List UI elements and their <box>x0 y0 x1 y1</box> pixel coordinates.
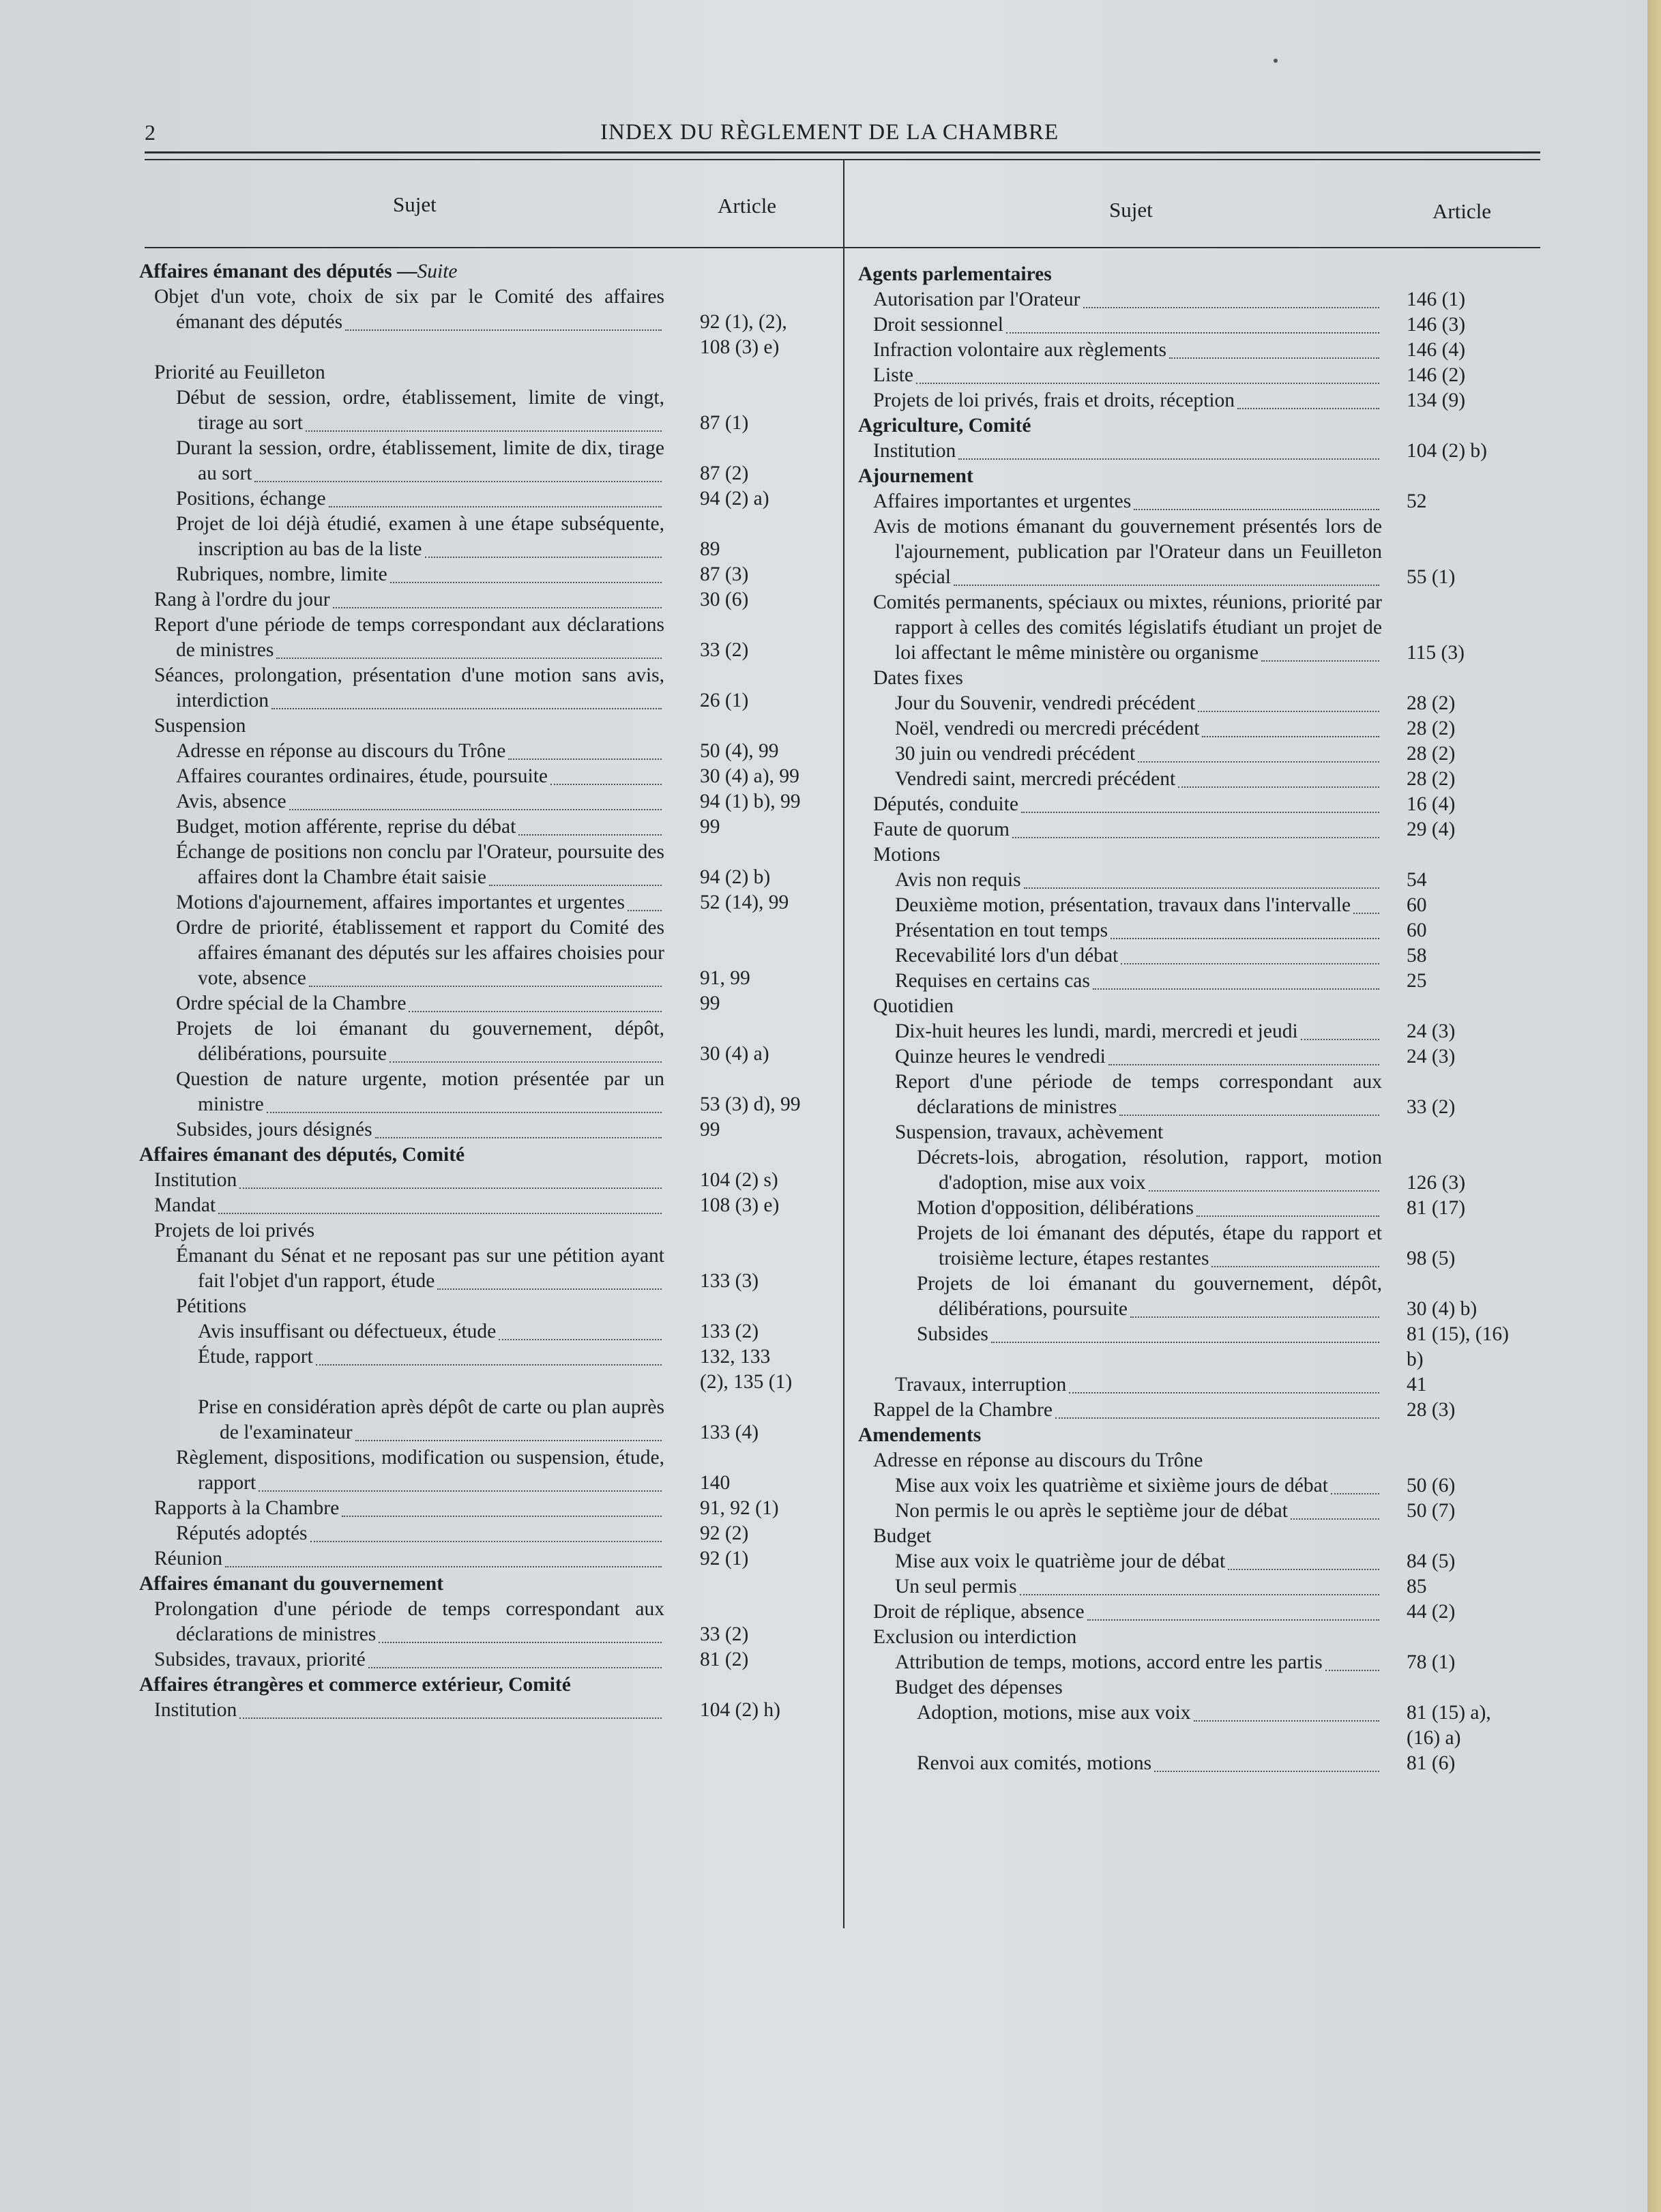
article-reference: 33 (2) <box>700 1623 749 1645</box>
entry-text: Avis, absence <box>176 791 286 812</box>
article-reference: 94 (2) b) <box>700 866 771 888</box>
article-reference: 29 (4) <box>1407 819 1456 840</box>
entry-text: Faute de quorum <box>873 819 1010 840</box>
entry-text: Agents parlementaires <box>858 263 1052 285</box>
article-reference: 33 (2) <box>1407 1096 1456 1118</box>
entry-text: Décrets-lois, abrogation, résolution, rapport, motion d'adoption, mise aux voix <box>917 1147 1382 1194</box>
entry-text: Priorité au Feuilleton <box>154 362 325 383</box>
right-article-heading: Article <box>1432 199 1492 223</box>
dot-leader <box>289 809 662 810</box>
entry-text: Réunion <box>154 1548 222 1569</box>
article-reference: 133 (4) <box>700 1421 759 1443</box>
entry-text: Amendements <box>858 1424 982 1446</box>
entry-text: Institution <box>154 1169 237 1191</box>
left-columnhead-rule <box>145 247 843 248</box>
entry-text: Projets de loi privés, frais et droits, réception <box>873 389 1235 411</box>
dot-leader <box>425 557 662 558</box>
dot-leader <box>276 658 662 659</box>
article-reference: 53 (3) d), 99 <box>700 1093 801 1115</box>
dot-leader <box>1069 1392 1379 1393</box>
entry-text: Projets de loi émanant du gouvernement, dépôt, délibérations, poursuite <box>176 1018 664 1065</box>
dot-leader <box>1093 988 1379 990</box>
article-reference: 44 (2) <box>1407 1601 1456 1623</box>
article-reference: 26 (1) <box>700 690 749 711</box>
entry-text: Règlement, dispositions, modification ou suspension, étude, rapport <box>176 1447 664 1494</box>
entry-text: Motion d'opposition, délibérations <box>917 1197 1194 1219</box>
entry-text: Adresse en réponse au discours du Trône <box>873 1449 1203 1471</box>
dot-leader <box>239 1717 662 1719</box>
left-article-heading: Article <box>718 194 777 218</box>
entry-text: Noël, vendredi ou mercredi précédent <box>895 718 1200 739</box>
entry-text: Subsides <box>917 1323 988 1345</box>
dot-leader <box>1291 1518 1379 1520</box>
entry-text: Adresse en réponse au discours du Trône <box>176 740 506 762</box>
left-index-column <box>139 259 828 1923</box>
article-reference: 28 (2) <box>1407 692 1456 714</box>
article-reference: 87 (3) <box>700 563 749 585</box>
dot-leader <box>916 383 1379 384</box>
entry-text: Affaires émanant des députés, Comité <box>139 1144 465 1166</box>
entry-text: Positions, échange <box>176 488 326 510</box>
article-reference: 50 (4), 99 <box>700 740 779 762</box>
article-reference: 84 (5) <box>1407 1550 1456 1572</box>
page-edge <box>1647 0 1661 2212</box>
article-reference: 30 (6) <box>700 589 749 610</box>
entry-text: Objet d'un vote, choix de six par le Comité des affaires émanant des députés <box>154 286 664 333</box>
entry-text: Durant la session, ordre, établissement, limite de dix, tirage au sort <box>176 437 664 484</box>
dot-leader <box>259 1490 662 1492</box>
article-reference: 104 (2) b) <box>1407 440 1487 462</box>
article-reference: 126 (3) <box>1407 1172 1466 1194</box>
dot-leader <box>437 1288 662 1290</box>
dot-leader <box>389 1061 662 1063</box>
dot-leader <box>409 1011 662 1012</box>
article-reference: 30 (4) a) <box>700 1043 769 1065</box>
article-reference: 28 (2) <box>1407 718 1456 739</box>
dot-leader <box>518 834 662 836</box>
article-reference: 78 (1) <box>1407 1651 1456 1673</box>
entry-text: Affaires étrangères et commerce extérieur, Comité <box>139 1674 571 1696</box>
entry-text: Projets de loi émanant du gouvernement, dépôt, délibérations, poursuite <box>917 1273 1382 1320</box>
dot-leader <box>254 481 662 482</box>
entry-text: Agriculture, Comité <box>858 415 1031 437</box>
dot-leader <box>1196 1215 1379 1217</box>
entry-text: Dates fixes <box>873 667 963 689</box>
entry-text: Un seul permis <box>895 1576 1017 1597</box>
entry-text: Report d'une période de temps correspondant aux déclarations de ministres <box>895 1071 1382 1118</box>
article-reference: 52 <box>1407 490 1427 512</box>
entry-text: Droit sessionnel <box>873 314 1003 336</box>
entry-text: Séances, prolongation, présentation d'une motion sans avis, interdiction <box>154 664 664 711</box>
entry-text: Liste <box>873 364 913 386</box>
page-number: 2 <box>145 120 156 145</box>
entry-text: Ordre de priorité, établissement et rapport du Comité des affaires émanant des députés sur les affaires choisies pour vote, absence <box>176 917 664 989</box>
dot-leader <box>1202 736 1379 737</box>
article-reference: 91, 99 <box>700 967 750 989</box>
entry-text: Vendredi saint, mercredi précédent <box>895 768 1176 790</box>
dot-leader <box>1154 1771 1379 1772</box>
article-reference: 50 (6) <box>1407 1475 1456 1496</box>
article-reference: 134 (9) <box>1407 389 1466 411</box>
entry-text: Report d'une période de temps correspondant aux déclarations de ministres <box>154 614 664 661</box>
entry-text: Question de nature urgente, motion présentée par un ministre <box>176 1068 664 1115</box>
dot-leader <box>1138 761 1379 763</box>
right-index-column <box>858 262 1533 1926</box>
dot-leader <box>1149 1190 1379 1192</box>
entry-text: Comités permanents, spéciaux ou mixtes, réunions, priorité par rapport à celles des comités législatifs étudiant un projet de loi affectant le même ministère ou organisme <box>873 591 1382 664</box>
entry-text: Rubriques, nombre, limite <box>176 563 387 585</box>
entry-text: Subsides, jours désignés <box>176 1119 372 1140</box>
entry-text: Projets de loi privés <box>154 1220 315 1241</box>
dot-leader <box>355 1440 662 1441</box>
right-subject-heading: Sujet <box>1109 198 1153 222</box>
entry-text: Rapports à la Chambre <box>154 1497 340 1519</box>
article-reference: 16 (4) <box>1407 793 1456 815</box>
article-reference: 28 (2) <box>1407 768 1456 790</box>
article-reference: 99 <box>700 992 720 1014</box>
article-reference: 81 (15), (16) b) <box>1407 1323 1509 1370</box>
dot-leader <box>1211 1266 1379 1267</box>
entry-text: Infraction volontaire aux règlements <box>873 339 1167 361</box>
entry-text: Rappel de la Chambre <box>873 1399 1053 1421</box>
article-reference: 33 (2) <box>700 639 749 661</box>
left-subject-heading: Sujet <box>393 192 437 216</box>
entry-text: Institution <box>873 440 956 462</box>
dot-leader <box>954 585 1379 586</box>
entry-text: Suspension, travaux, achèvement <box>895 1121 1164 1143</box>
entry-text: Budget, motion afférente, reprise du débat <box>176 816 516 838</box>
article-reference: 24 (3) <box>1407 1020 1456 1042</box>
article-reference: 104 (2) h) <box>700 1699 780 1721</box>
article-reference: 54 <box>1407 869 1427 891</box>
dot-leader <box>333 607 662 608</box>
dot-leader <box>1237 408 1379 409</box>
article-reference: 81 (15) a), (16) a) <box>1407 1702 1491 1749</box>
article-reference: 60 <box>1407 894 1427 916</box>
article-reference: 94 (2) a) <box>700 488 769 510</box>
dot-leader <box>1108 1064 1379 1065</box>
entry-text: Attribution de temps, motions, accord entre les partis <box>895 1651 1323 1673</box>
entry-text: Réputés adoptés <box>176 1522 308 1544</box>
dot-leader <box>499 1339 662 1340</box>
dot-leader <box>390 582 662 583</box>
dot-leader <box>1198 711 1379 712</box>
article-reference: 140 <box>700 1472 731 1494</box>
entry-text: Ajournement <box>858 465 973 487</box>
article-reference: 104 (2) s) <box>700 1169 778 1191</box>
entry-text: Ordre spécial de la Chambre <box>176 992 407 1014</box>
dot-leader <box>271 708 662 709</box>
running-title: INDEX DU RÈGLEMENT DE LA CHAMBRE <box>600 120 1059 145</box>
dot-leader <box>1169 357 1379 359</box>
dot-leader <box>1178 786 1379 788</box>
article-reference: 30 (4) b) <box>1407 1298 1478 1320</box>
entry-text: Requises en certains cas <box>895 970 1090 992</box>
entry-text: Étude, rapport <box>198 1346 313 1368</box>
dot-leader <box>550 784 662 785</box>
dot-leader <box>1055 1417 1379 1419</box>
entry-text: Quinze heures le vendredi <box>895 1046 1106 1067</box>
entry-text: Début de session, ordre, établissement, limite de vingt, tirage au sort <box>176 387 664 434</box>
paper-speck <box>1274 59 1278 63</box>
article-reference: 146 (3) <box>1407 314 1466 336</box>
dot-leader <box>1111 938 1379 939</box>
header-rule-double <box>145 159 1540 160</box>
dot-leader <box>1331 1493 1379 1494</box>
entry-text: Députés, conduite <box>873 793 1018 815</box>
entry-text: Affaires émanant du gouvernement <box>139 1573 444 1595</box>
continued-suffix: Suite <box>417 261 458 282</box>
dot-leader <box>1261 660 1379 662</box>
dot-leader <box>1353 913 1379 914</box>
dot-leader <box>1130 1316 1379 1318</box>
article-reference: 133 (3) <box>700 1270 759 1292</box>
article-reference: 108 (3) e) <box>700 1194 780 1216</box>
article-reference: 99 <box>700 816 720 838</box>
dot-leader <box>316 1364 662 1366</box>
dot-leader <box>1194 1720 1379 1722</box>
article-reference: 146 (2) <box>1407 364 1466 386</box>
entry-text: Institution <box>154 1699 237 1721</box>
dot-leader <box>375 1137 662 1138</box>
article-reference: 89 <box>700 538 720 560</box>
article-reference: 91, 92 (1) <box>700 1497 779 1519</box>
dot-leader <box>379 1642 662 1643</box>
entry-text: Rang à l'ordre du jour <box>154 589 330 610</box>
article-reference: 146 (4) <box>1407 339 1466 361</box>
dot-leader <box>329 506 662 507</box>
entry-text: Prolongation d'une période de temps correspondant aux déclarations de ministres <box>154 1598 664 1645</box>
article-reference: 24 (3) <box>1407 1046 1456 1067</box>
article-reference: 132, 133 (2), 135 (1) <box>700 1346 793 1393</box>
entry-text: Exclusion ou interdiction <box>873 1626 1077 1648</box>
article-reference: 50 (7) <box>1407 1500 1456 1522</box>
entry-text: Motions <box>873 844 941 866</box>
entry-text: Émanant du Sénat et ne reposant pas sur une pétition ayant fait l'objet d'un rapport, étude <box>176 1245 664 1292</box>
article-reference: 94 (1) b), 99 <box>700 791 801 812</box>
article-reference: 58 <box>1407 945 1427 967</box>
dot-leader <box>218 1213 662 1214</box>
column-divider <box>843 160 844 1928</box>
dot-leader <box>310 1541 662 1542</box>
article-reference: 55 (1) <box>1407 566 1456 588</box>
entry-text: Pétitions <box>176 1295 247 1317</box>
entry-text: Droit de réplique, absence <box>873 1601 1085 1623</box>
dot-leader <box>1006 332 1379 334</box>
dot-leader <box>306 430 662 432</box>
entry-text: 30 juin ou vendredi précédent <box>895 743 1136 765</box>
article-reference: 25 <box>1407 970 1427 992</box>
dot-leader <box>508 758 662 760</box>
article-reference: 28 (3) <box>1407 1399 1456 1421</box>
dot-leader <box>1021 812 1379 813</box>
article-reference: 87 (1) <box>700 412 749 434</box>
dot-leader <box>239 1188 662 1189</box>
dot-leader <box>309 986 662 987</box>
entry-text: Quotidien <box>873 995 954 1017</box>
dot-leader <box>1121 963 1379 964</box>
article-reference: 85 <box>1407 1576 1427 1597</box>
dot-leader <box>1301 1039 1379 1040</box>
entry-text: Projets de loi émanant des députés, étape du rapport et troisième lecture, étapes restantes <box>917 1222 1382 1269</box>
article-reference: 60 <box>1407 919 1427 941</box>
article-reference: 81 (17) <box>1407 1197 1466 1219</box>
dot-leader <box>1083 307 1380 308</box>
dot-leader <box>991 1342 1379 1343</box>
entry-text: Dix-huit heures les lundi, mardi, mercredi et jeudi <box>895 1020 1298 1042</box>
dot-leader <box>958 458 1379 460</box>
dot-leader <box>1325 1670 1379 1671</box>
entry-text: Affaires courantes ordinaires, étude, poursuite <box>176 765 548 787</box>
dot-leader <box>1119 1115 1379 1116</box>
dot-leader <box>345 329 662 331</box>
entry-text: Autorisation par l'Orateur <box>873 289 1081 310</box>
dot-leader <box>1134 509 1379 510</box>
article-reference: 92 (2) <box>700 1522 749 1544</box>
entry-text: Budget des dépenses <box>895 1677 1063 1698</box>
dot-leader <box>368 1667 662 1668</box>
dot-leader <box>1020 1594 1379 1595</box>
entry-text: Avis de motions émanant du gouvernement présentés lors de l'ajournement, publication par l'Orateur dans un Feuilleton spécial <box>873 516 1382 588</box>
dot-leader <box>628 910 662 911</box>
article-reference: 92 (1) <box>700 1548 749 1569</box>
dot-leader <box>1024 887 1379 889</box>
article-reference: 92 (1), (2), 108 (3) e) <box>700 311 787 358</box>
entry-text: Jour du Souvenir, vendredi précédent <box>895 692 1196 714</box>
dot-leader <box>489 885 662 886</box>
article-reference: 81 (2) <box>700 1649 749 1670</box>
entry-text: Avis insuffisant ou défectueux, étude <box>198 1321 497 1342</box>
entry-text: Mise aux voix les quatrième et sixième jours de débat <box>895 1475 1328 1496</box>
header-rule <box>145 151 1540 153</box>
entry-text: Motions d'ajournement, affaires importantes et urgentes <box>176 891 625 913</box>
entry-text: Projet de loi déjà étudié, examen à une étape subséquente, inscription au bas de la liste <box>176 513 664 560</box>
entry-text: Subsides, travaux, priorité <box>154 1649 366 1670</box>
dot-leader <box>225 1566 662 1567</box>
entry-text: Affaires importantes et urgentes <box>873 490 1132 512</box>
article-reference: 87 (2) <box>700 462 749 484</box>
entry-text: Recevabilité lors d'un débat <box>895 945 1119 967</box>
entry-text: Affaires émanant des députés —Suite <box>139 261 458 282</box>
dot-leader <box>1087 1619 1379 1621</box>
article-reference: 115 (3) <box>1407 642 1465 664</box>
entry-text: Prise en considération après dépôt de carte ou plan auprès de l'examinateur <box>198 1396 664 1443</box>
entry-text: Budget <box>873 1525 932 1547</box>
entry-text: Suspension <box>154 715 246 737</box>
article-reference: 28 (2) <box>1407 743 1456 765</box>
entry-text: Mise aux voix le quatrième jour de débat <box>895 1550 1226 1572</box>
entry-text: Deuxième motion, présentation, travaux dans l'intervalle <box>895 894 1351 916</box>
entry-text: Non permis le ou après le septième jour de débat <box>895 1500 1288 1522</box>
dot-leader <box>267 1112 662 1113</box>
entry-text: Adoption, motions, mise aux voix <box>917 1702 1191 1724</box>
entry-text: Renvoi aux comités, motions <box>917 1752 1152 1774</box>
entry-text: Avis non requis <box>895 869 1021 891</box>
article-reference: 41 <box>1407 1374 1427 1396</box>
entry-text: Échange de positions non conclu par l'Orateur, poursuite des affaires dont la Chambre était saisie <box>176 841 664 888</box>
article-reference: 146 (1) <box>1407 289 1466 310</box>
dot-leader <box>342 1516 662 1517</box>
entry-text: Présentation en tout temps <box>895 919 1108 941</box>
dot-leader <box>1228 1569 1379 1570</box>
entry-text: Mandat <box>154 1194 216 1216</box>
article-reference: 133 (2) <box>700 1321 759 1342</box>
article-reference: 99 <box>700 1119 720 1140</box>
article-reference: 98 (5) <box>1407 1248 1456 1269</box>
article-reference: 81 (6) <box>1407 1752 1456 1774</box>
right-columnhead-rule <box>844 247 1540 248</box>
entry-text: Travaux, interruption <box>895 1374 1067 1396</box>
dot-leader <box>1012 837 1379 838</box>
article-reference: 30 (4) a), 99 <box>700 765 799 787</box>
article-reference: 52 (14), 99 <box>700 891 789 913</box>
